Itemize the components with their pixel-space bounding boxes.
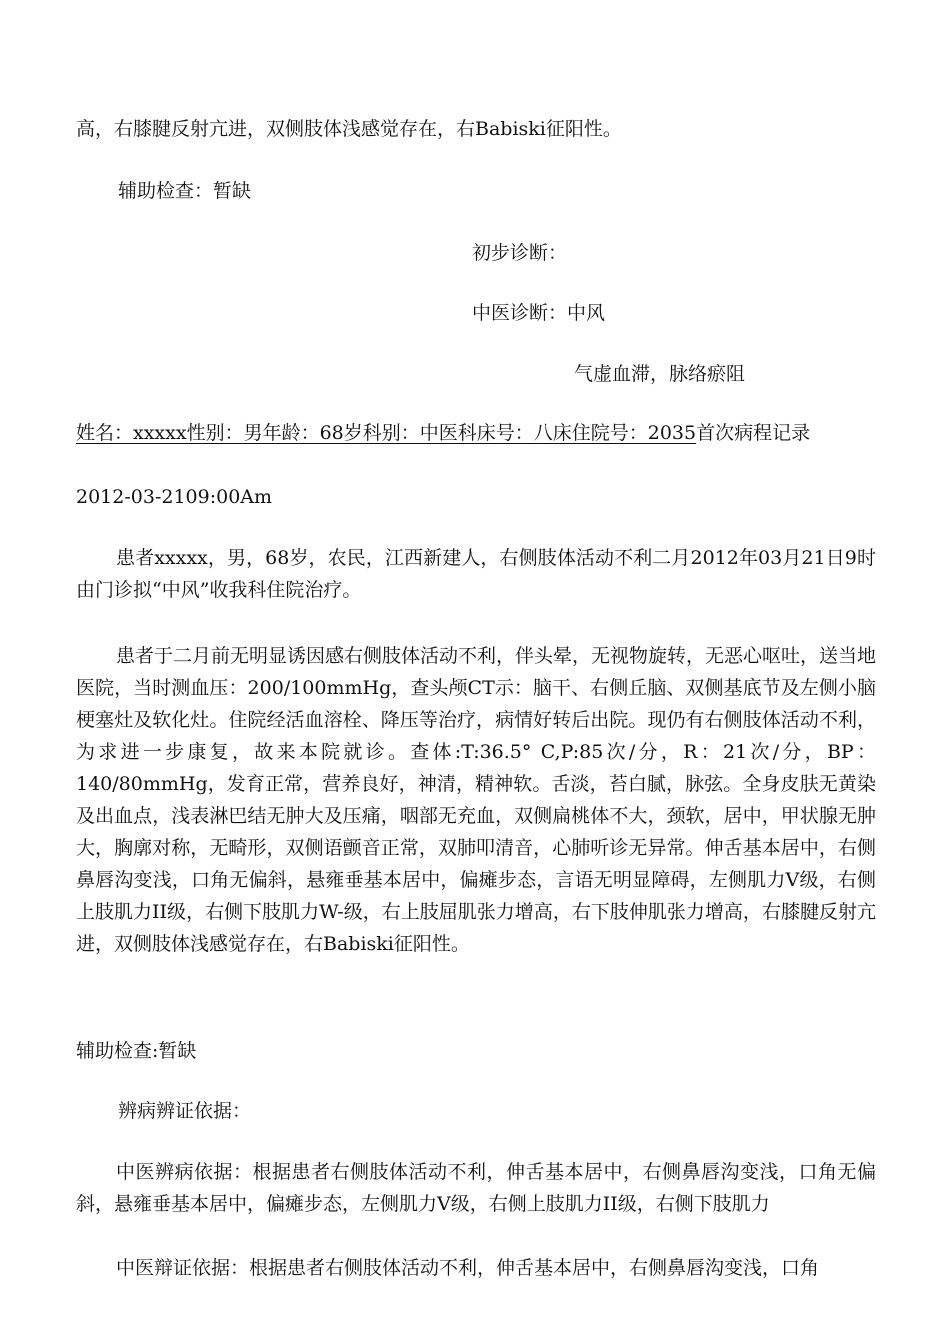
text-line-basis-title: 辨病辨证依据： — [118, 1100, 252, 1122]
paragraph-disease-basis: 中医辨病依据：根据患者右侧肢体活动不利，伸舌基本居中，右侧鼻唇沟变浅，口角无偏斜，悬雍垂基本居中，偏瘫步态，左侧肌力Ⅴ级，右侧上肢肌力II级，右侧下肢肌力 — [76, 1161, 876, 1215]
text-line-aux-exam-2: 辅助检查:暂缺 — [76, 1040, 197, 1062]
record-title: 首次病程记录 — [696, 422, 811, 444]
paragraph-history-exam: 患者于二月前无明显诱因感右侧肢体活动不利，伴头晕，无视物旋转，无恶心呕吐，送当地医院，当时测血压：200/100mmHg，查头颅CT示：脑干、右侧丘脑、双侧基底节及左侧小脑梗塞灶及软化灶。住院经活血溶栓、降压等治疗，病情好转后出院。现仍有右侧肢体活动不利，为求进一步康复，故来本院就诊。查体:T:36.5° C,P:85次/分，R：21次/分，BP：140/80mmHg，发育正常，营养良好，神清，精神软。舌淡，苔白腻，脉弦。全身皮肤无黄染及出血点，浅表淋巴结无肿大及压痛，咽部无充血，双侧扁桃体不大，颈软，居中，甲状腺无肿大，胸廓对称，无畸形，双侧语颤音正常，双肺叩清音，心肺听诊无异常。伸舌基本居中，右侧鼻唇沟变浅，口角无偏斜，悬雍垂基本居中，偏瘫步态，言语无明显障碍，左侧肌力Ⅴ级，右侧上肢肌力II级，右侧下肢肌力W-级，右上肢屈肌张力增高，右下肢伸肌张力增高，右膝腱反射亢进，双侧肢体浅感觉存在，右Babiski征阳性。 — [76, 645, 877, 955]
patient-info-underlined: 姓名：xxxxx性别：男年龄：68岁科别：中医科床号：八床住院号：2035 — [76, 422, 697, 444]
text-line-preliminary-diagnosis: 初步诊断： — [472, 242, 568, 264]
record-datetime: 2012-03-2109:00Am — [76, 486, 273, 508]
text-line-tcm-diagnosis: 中医诊断：中风 — [472, 302, 606, 324]
text-line-reflex: 高，右膝腱反射亢进，双侧肢体浅感觉存在，右Babiski征阳性。 — [76, 118, 622, 140]
patient-header — [76, 420, 810, 446]
text-line-syndrome: 气虚血滞，脉络瘀阻 — [574, 363, 746, 385]
text-line-aux-exam: 辅助检查：暂缺 — [118, 180, 252, 202]
paragraph-admission: 患者xxxxx，男，68岁，农民，江西新建人，右侧肢体活动不利二月2012年03月21日9时由门诊拟“中风”收我科住院治疗。 — [76, 547, 876, 601]
paragraph-syndrome-basis: 中医辩证依据：根据患者右侧肢体活动不利，伸舌基本居中，右侧鼻唇沟变浅，口角 — [116, 1257, 820, 1279]
